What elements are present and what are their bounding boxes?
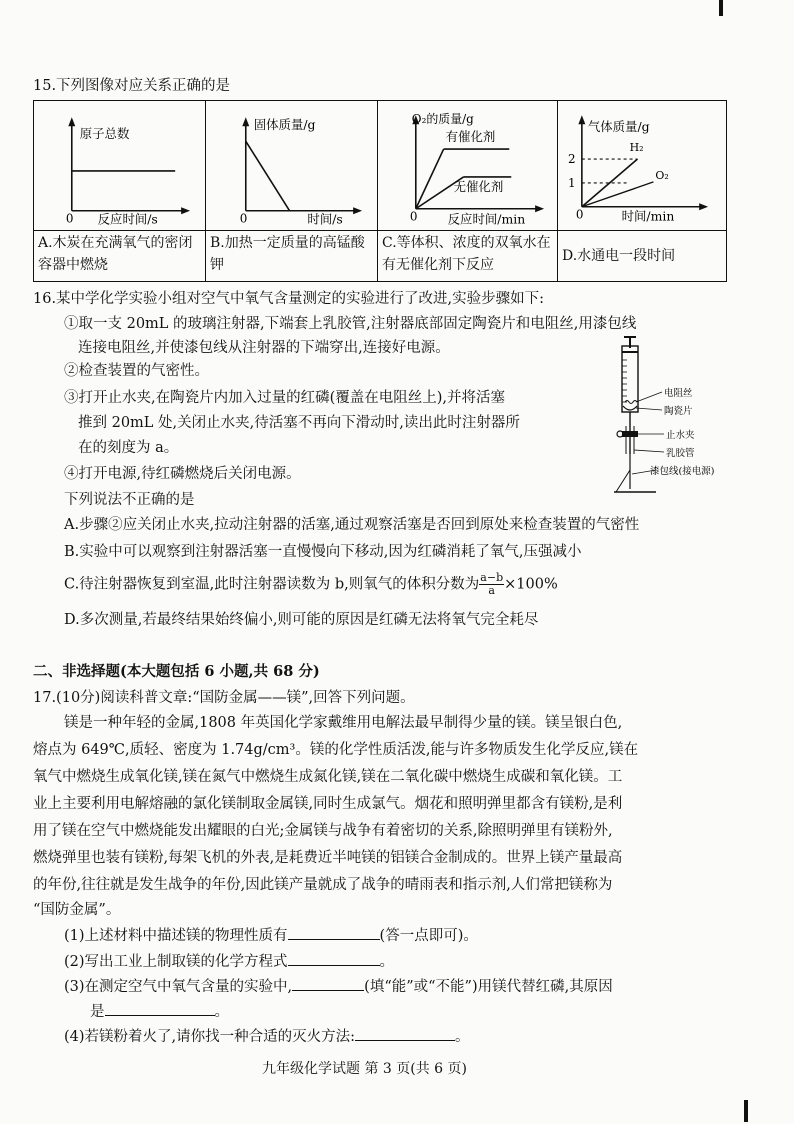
q17-passage-line7: 的年份,往往就是发生战争的年份,因此镁产量就成了战争的晴雨表和指示剂,人们常把镁称为	[33, 877, 613, 893]
q16-stem: 16.某中学化学实验小组对空气中氧气含量测定的实验进行了改进,实验步骤如下:	[33, 291, 545, 307]
q15-option-d[interactable]: D.水通电一段时间	[558, 231, 727, 282]
graph-b-cell	[206, 101, 378, 231]
q17-sub3-text: (3)在测定空气中氧气含量的实验中,	[64, 979, 293, 995]
graph-c-label-no-catalyst: 无催化剂	[453, 178, 504, 194]
q17-sub2-text: (2)写出工业上制取镁的化学方程式	[64, 954, 288, 970]
q17-answer-blank-3b[interactable]	[105, 1001, 215, 1016]
q17-passage-line4: 业上主要利用电解熔融的氯化镁制取金属镁,同时生成氯气。烟花和照明弹里都含有镁粉,是利	[33, 796, 623, 812]
q17-sub4-tail: 。	[455, 1029, 470, 1045]
q16-option-d[interactable]: D.多次测量,若最终结果始终偏小,则可能的原因是红磷无法将氧气完全耗尽	[64, 612, 539, 628]
q17-sub4-text: (4)若镁粉着火了,请你找一种合适的灭火方法:	[64, 1029, 356, 1045]
q16-option-a[interactable]: A.步骤②应关闭止水夹,拉动注射器的活塞,通过观察活塞是否回到原处来检查装置的气密性	[64, 517, 640, 533]
graph-d-label-h2: H₂	[629, 141, 644, 155]
graph-a-ylabel: 原子总数	[79, 126, 130, 142]
oxygen-fraction	[479, 572, 504, 597]
q17-passage-line2: 熔点为 649℃,质轻、密度为 1.74g/cm³。镁的化学性质活泼,能与许多物质发生化学反应,镁在	[33, 742, 639, 758]
label-resistor-wire: 电阻丝	[664, 388, 693, 399]
q15-option-a[interactable]: A.木炭在充满氧气的密闭容器中燃烧	[34, 231, 206, 282]
q16-step1-line1: ①取一支 20mL 的玻璃注射器,下端套上乳胶管,注射器底部固定陶瓷片和电阻丝,用漆包线	[64, 316, 637, 332]
q17-answer-blank-3a[interactable]	[292, 976, 364, 991]
q16-option-b[interactable]: B.实验中可以观察到注射器活塞一直慢慢向下移动,因为红磷消耗了氧气,压强减小	[64, 544, 582, 560]
label-ceramic-plate: 陶瓷片	[664, 406, 693, 417]
fraction-numerator: a−b	[480, 571, 504, 584]
graph-c-ylabel: O₂的质量/g	[411, 112, 474, 127]
graph-c-label-catalyst: 有催化剂	[445, 129, 496, 145]
q16-step2: ②检查装置的气密性。	[64, 363, 209, 379]
q17-sub3-line2-text: 是	[90, 1004, 105, 1020]
graph-d-tick-2: 2	[567, 152, 576, 167]
q17-sub1-tail: (答一点即可)。	[379, 928, 478, 944]
graph-b-ylabel: 固体质量/g	[253, 117, 316, 133]
q17-answer-blank-1[interactable]	[288, 925, 380, 940]
graph-b-origin: 0	[239, 211, 248, 226]
graph-c-xlabel: 反应时间/min	[447, 211, 526, 227]
section2-title: 二、非选择题(本大题包括 6 小题,共 68 分)	[33, 663, 320, 680]
label-water-clamp: 止水夹	[666, 430, 695, 441]
q17-passage-line8: “国防金属”。	[33, 902, 121, 918]
graph-d-label-o2: O₂	[655, 168, 669, 182]
q17-sub4	[64, 1026, 470, 1047]
q16-option-c-text: C.待注射器恢复到室温,此时注射器读数为 b,则氧气的体积分数为	[64, 576, 480, 593]
q17-sub3-tail: (填“能”或“不能”)用镁代替红磷,其原因	[364, 979, 613, 995]
q15-graph-table	[33, 100, 727, 282]
graph-a-cell	[34, 101, 206, 231]
q17-sub1-text: (1)上述材料中描述镁的物理性质有	[64, 928, 288, 944]
scan-mark-bottom	[744, 1100, 748, 1122]
graph-b-xlabel: 时间/s	[307, 211, 343, 227]
label-latex-tube: 乳胶管	[666, 448, 695, 459]
graph-a-xlabel: 反应时间/s	[97, 211, 158, 227]
graph-d-ylabel: 气体质量/g	[587, 119, 650, 135]
q17-stem: 17.(10分)阅读科普文章:“国防金属——镁”,回答下列问题。	[33, 690, 415, 706]
q15-stem: 15.下列图像对应关系正确的是	[33, 78, 231, 94]
graph-c	[378, 101, 557, 230]
graph-d	[558, 101, 726, 230]
q17-sub2	[64, 951, 394, 972]
q16-step1-line2: 连接电阻丝,并使漆包线从注射器的下端穿出,连接好电源。	[78, 340, 450, 356]
q17-answer-blank-4[interactable]	[355, 1026, 455, 1041]
label-enameled-wire: 漆包线(接电源)	[650, 466, 715, 477]
q17-sub3-line2-tail: 。	[214, 1004, 229, 1020]
q16-question: 下列说法不正确的是	[64, 492, 195, 508]
q16-step3-line3: 在的刻度为 a。	[78, 440, 179, 456]
graph-a-origin: 0	[65, 211, 74, 226]
fraction-denominator: a	[488, 584, 495, 597]
scan-mark-top	[719, 0, 723, 16]
graph-c-cell	[378, 101, 558, 231]
q16-step3-line2: 推到 20mL 处,关闭止水夹,待活塞不再向下滑动时,读出此时注射器所	[78, 415, 520, 431]
q17-passage-line6: 燃烧弹里也装有镁粉,每架飞机的外表,是耗费近半吨镁的铝镁合金制成的。世界上镁产量最高	[33, 850, 623, 866]
graph-d-origin: 0	[575, 207, 584, 222]
q17-sub3	[64, 976, 613, 997]
q17-passage-line1: 镁是一种年轻的金属,1808 年英国化学家戴维用电解法最早制得少量的镁。镁呈银白色,	[64, 715, 623, 731]
graph-b	[206, 101, 377, 230]
q17-passage-line5: 用了镁在空气中燃烧能发出耀眼的白光;金属镁与战争有着密切的关系,除照明弹里有镁粉外,	[33, 823, 613, 839]
q17-answer-blank-2[interactable]	[288, 951, 380, 966]
page-footer: 九年级化学试题 第 3 页(共 6 页)	[262, 1061, 467, 1077]
q16-option-c[interactable]	[64, 572, 558, 597]
syringe-apparatus-diagram	[606, 334, 736, 504]
q16-step3-line1: ③打开止水夹,在陶瓷片内加入过量的红磷(覆盖在电阻丝上),并将活塞	[64, 390, 506, 406]
q17-passage-line3: 氧气中燃烧生成氧化镁,镁在氮气中燃烧生成氮化镁,镁在二氧化碳中燃烧生成碳和氧化镁。工	[33, 769, 623, 785]
q15-option-b[interactable]: B.加热一定质量的高锰酸钾	[206, 231, 378, 282]
graph-a	[34, 101, 205, 230]
q17-sub2-tail: 。	[379, 954, 395, 970]
graph-d-tick-1: 1	[567, 175, 576, 190]
graph-c-origin: 0	[409, 209, 418, 224]
q17-sub1	[64, 925, 478, 946]
graph-d-xlabel: 时间/min	[621, 208, 675, 224]
q15-option-c[interactable]: C.等体积、浓度的双氧水在有无催化剂下反应	[378, 231, 558, 282]
q17-sub3-line2	[90, 1001, 229, 1022]
graph-d-cell	[558, 101, 727, 231]
q16-step4: ④打开电源,待红磷燃烧后关闭电源。	[64, 466, 301, 482]
q16-option-c-percent: ×100%	[504, 576, 558, 593]
